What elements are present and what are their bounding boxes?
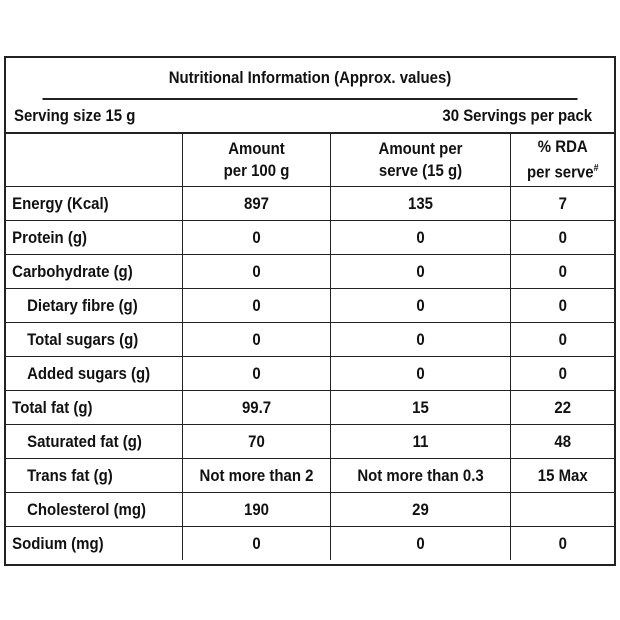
- value-per-100g: Not more than 2: [182, 459, 330, 493]
- value-per-100g: 0: [182, 255, 330, 289]
- nutrient-label: Carbohydrate (g): [6, 255, 182, 289]
- value-per-serve: Not more than 0.3: [330, 459, 510, 493]
- value-rda: 22: [510, 391, 614, 425]
- table-row: [6, 527, 614, 561]
- rda-footnote-mark: #: [593, 163, 598, 175]
- value-rda: 0: [510, 221, 614, 255]
- value-per-serve: 0: [330, 357, 510, 391]
- value-rda: 0: [510, 357, 614, 391]
- nutrient-label: Sodium (mg): [6, 527, 182, 561]
- table-row: [6, 357, 614, 391]
- nutrient-label: Protein (g): [6, 221, 182, 255]
- value-per-100g: 99.7: [182, 391, 330, 425]
- value-per-serve: 0: [330, 255, 510, 289]
- value-per-serve: 0: [330, 221, 510, 255]
- table-row: [6, 391, 614, 425]
- value-per-100g: 0: [182, 221, 330, 255]
- header-nutrient: [6, 134, 182, 187]
- table-row: [6, 493, 614, 527]
- value-rda: 7: [510, 187, 614, 221]
- nutrition-table: [6, 134, 614, 560]
- value-per-100g: 190: [182, 493, 330, 527]
- value-per-serve: 0: [330, 289, 510, 323]
- value-per-serve: 11: [330, 425, 510, 459]
- table-row: [6, 289, 614, 323]
- value-rda: 0: [510, 255, 614, 289]
- value-rda: 48: [510, 425, 614, 459]
- nutrient-label: Dietary fibre (g): [6, 289, 182, 323]
- header-per-100g: Amount per 100 g: [182, 134, 330, 187]
- nutrient-label: Cholesterol (mg): [6, 493, 182, 527]
- nutrient-label: Trans fat (g): [6, 459, 182, 493]
- value-per-serve: 29: [330, 493, 510, 527]
- table-header-row: [6, 134, 614, 187]
- serving-size: Serving size 15 g: [14, 106, 136, 125]
- nutrient-label: Energy (Kcal): [6, 187, 182, 221]
- value-per-serve: 135: [330, 187, 510, 221]
- table-title: Nutritional Information (Approx. values): [42, 58, 577, 100]
- header-rda: % RDA per serve#: [510, 134, 614, 187]
- table-row: [6, 425, 614, 459]
- value-rda: [510, 493, 614, 527]
- value-rda: 0: [510, 527, 614, 561]
- servings-per-pack: 30 Servings per pack: [442, 106, 592, 125]
- value-rda: 0: [510, 323, 614, 357]
- nutrient-label: Total sugars (g): [6, 323, 182, 357]
- value-per-100g: 0: [182, 527, 330, 561]
- value-per-serve: 15: [330, 391, 510, 425]
- nutrient-label: Added sugars (g): [6, 357, 182, 391]
- value-per-100g: 0: [182, 357, 330, 391]
- value-rda: 0: [510, 289, 614, 323]
- value-per-100g: 70: [182, 425, 330, 459]
- table-row: [6, 255, 614, 289]
- value-per-100g: 0: [182, 289, 330, 323]
- value-rda: 15 Max: [510, 459, 614, 493]
- nutrient-label: Saturated fat (g): [6, 425, 182, 459]
- header-per-serve: Amount per serve (15 g): [330, 134, 510, 187]
- value-per-serve: 0: [330, 527, 510, 561]
- value-per-100g: 0: [182, 323, 330, 357]
- value-per-serve: 0: [330, 323, 510, 357]
- nutrition-table-panel: [4, 56, 616, 566]
- table-row: [6, 187, 614, 221]
- nutrient-label: Total fat (g): [6, 391, 182, 425]
- value-per-100g: 897: [182, 187, 330, 221]
- table-row: [6, 221, 614, 255]
- serving-info-row: [6, 100, 614, 134]
- table-row: [6, 459, 614, 493]
- table-row: [6, 323, 614, 357]
